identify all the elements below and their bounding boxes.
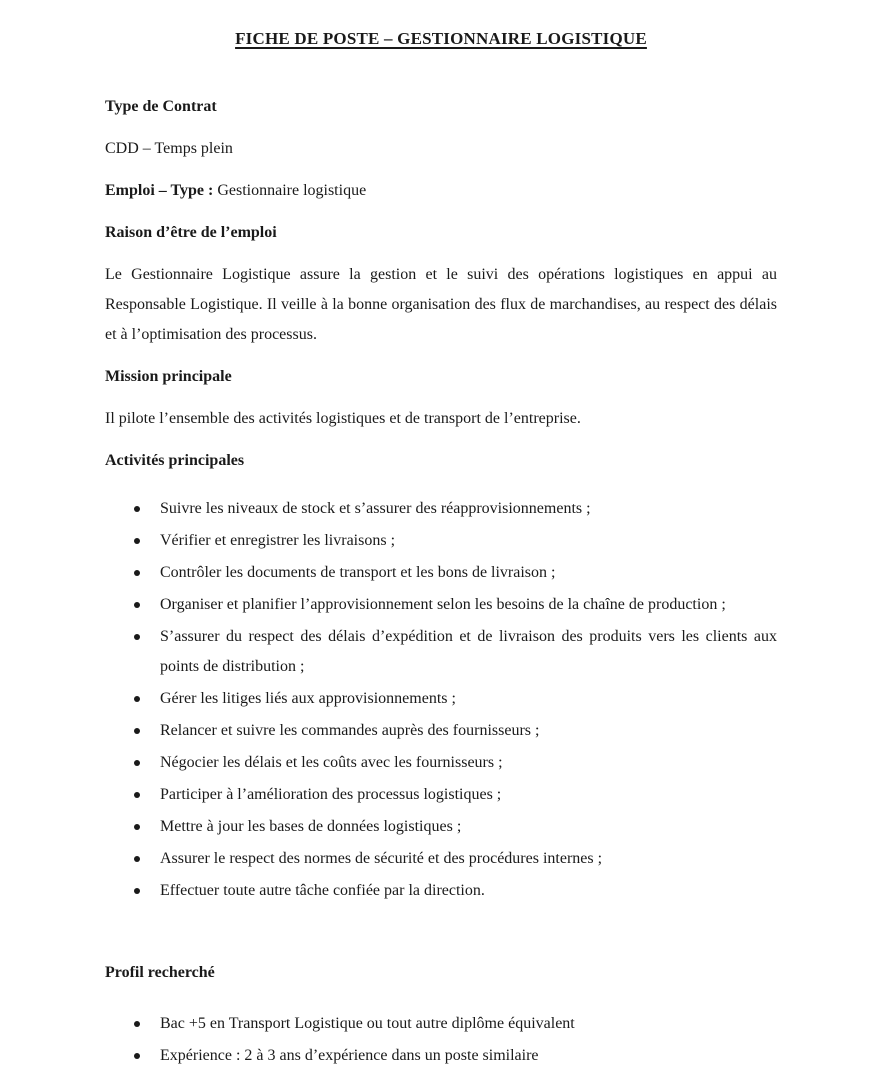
activity-item: Gérer les litiges liés aux approvisionnements ; <box>105 684 777 714</box>
mission-heading: Mission principale <box>105 368 232 385</box>
activity-item: Relancer et suivre les commandes auprès des fournisseurs ; <box>105 716 777 746</box>
contract-value: CDD – Temps plein <box>105 140 233 157</box>
activity-item: S’assurer du respect des délais d’expédition et de livraison des produits vers les clients aux points de distribution ; <box>105 622 777 682</box>
activity-item: Organiser et planifier l’approvisionnement selon les besoins de la chaîne de production ; <box>105 590 777 620</box>
profile-list <box>105 1009 777 1071</box>
activity-item: Effectuer toute autre tâche confiée par la direction. <box>105 876 777 906</box>
activity-item: Contrôler les documents de transport et les bons de livraison ; <box>105 558 777 588</box>
job-type-line <box>105 176 777 206</box>
job-type-label: Emploi – Type : <box>105 182 214 199</box>
purpose-paragraph: Le Gestionnaire Logistique assure la gestion et le suivi des opérations logistiques en appui au Responsable Logistique. Il veille à la bonne organisation des flux de marchandises, au respect des délais et à l’optimisation des processus. <box>105 266 777 343</box>
profile-item: Expérience : 2 à 3 ans d’expérience dans un poste similaire <box>105 1041 777 1071</box>
contract-heading: Type de Contrat <box>105 98 217 115</box>
activity-item: Participer à l’amélioration des processus logistiques ; <box>105 780 777 810</box>
activity-item: Négocier les délais et les coûts avec les fournisseurs ; <box>105 748 777 778</box>
mission-paragraph: Il pilote l’ensemble des activités logistiques et de transport de l’entreprise. <box>105 410 581 427</box>
activity-item: Assurer le respect des normes de sécurité et des procédures internes ; <box>105 844 777 874</box>
profile-heading: Profil recherché <box>105 964 215 981</box>
activities-list <box>105 494 777 906</box>
job-type-value: Gestionnaire logistique <box>217 182 367 199</box>
purpose-heading: Raison d’être de l’emploi <box>105 224 277 241</box>
activity-item: Vérifier et enregistrer les livraisons ; <box>105 526 777 556</box>
activities-heading: Activités principales <box>105 452 245 469</box>
document-title: FICHE DE POSTE – GESTIONNAIRE LOGISTIQUE <box>235 29 647 48</box>
activity-item: Mettre à jour les bases de données logistiques ; <box>105 812 777 842</box>
section-spacer <box>105 918 777 958</box>
activity-item: Suivre les niveaux de stock et s’assurer des réapprovisionnements ; <box>105 494 777 524</box>
profile-item: Bac +5 en Transport Logistique ou tout autre diplôme équivalent <box>105 1009 777 1039</box>
